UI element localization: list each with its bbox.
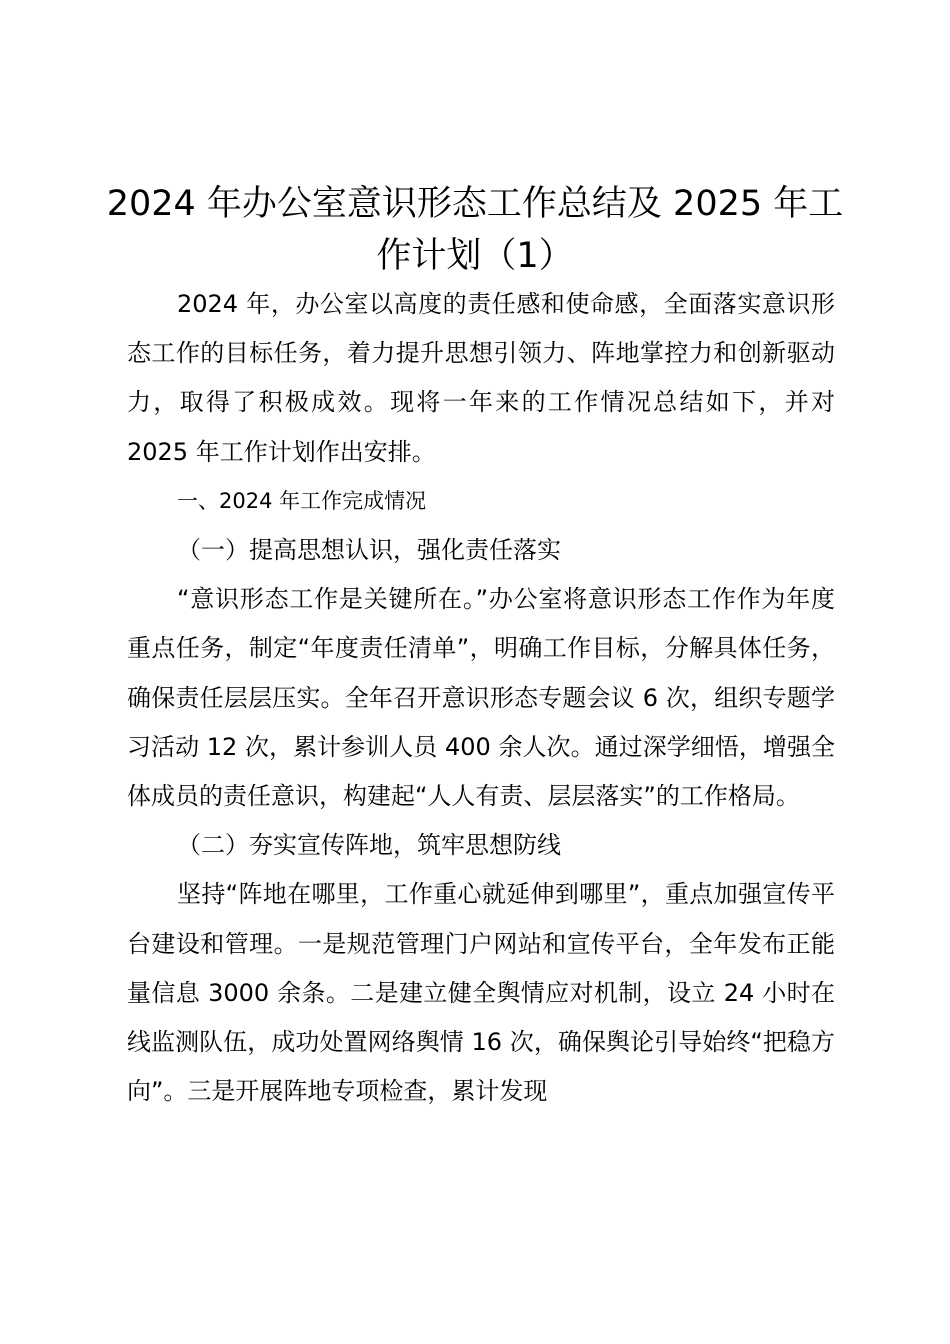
body-paragraph: “意识形态工作是关键所在。”办公室将意识形态工作作为年度重点任务，制定“年度责任清单”，明确工作目标，分解具体任务，确保责任层层压实。全年召开意识形态专题会议 6 次，组织专题学习活动 12 次，累计参训人员 400 余人次。通过深学细悟，增强全体成员的责任意识，构建起“人人有责、层层落实”的工作格局。	[127, 585, 835, 811]
subsection-heading: （一）提高思想认识，强化责任落实	[177, 536, 561, 565]
document-title: 2024 年办公室意识形态工作总结及 2025 年工作计划（1）	[106, 184, 844, 276]
document-body	[127, 280, 835, 1116]
subsection-heading: （二）夯实宣传阵地，筑牢思想防线	[177, 831, 561, 860]
section-heading: 一、2024 年工作完成情况	[177, 488, 427, 513]
intro-paragraph: 2024 年，办公室以高度的责任感和使命感，全面落实意识形态工作的目标任务，着力提升思想引领力、阵地掌控力和创新驱动力，取得了积极成效。现将一年来的工作情况总结如下，并对 2025 年工作计划作出安排。	[127, 290, 835, 466]
body-paragraph: 坚持“阵地在哪里，工作重心就延伸到哪里”，重点加强宣传平台建设和管理。一是规范管理门户网站和宣传平台，全年发布正能量信息 3000 余条。二是建立健全舆情应对机制，设立 24 小时在线监测队伍，成功处置网络舆情 16 次，确保舆论引导始终“把稳方向”。三是开展阵地专项检查，累计发现	[127, 880, 835, 1106]
